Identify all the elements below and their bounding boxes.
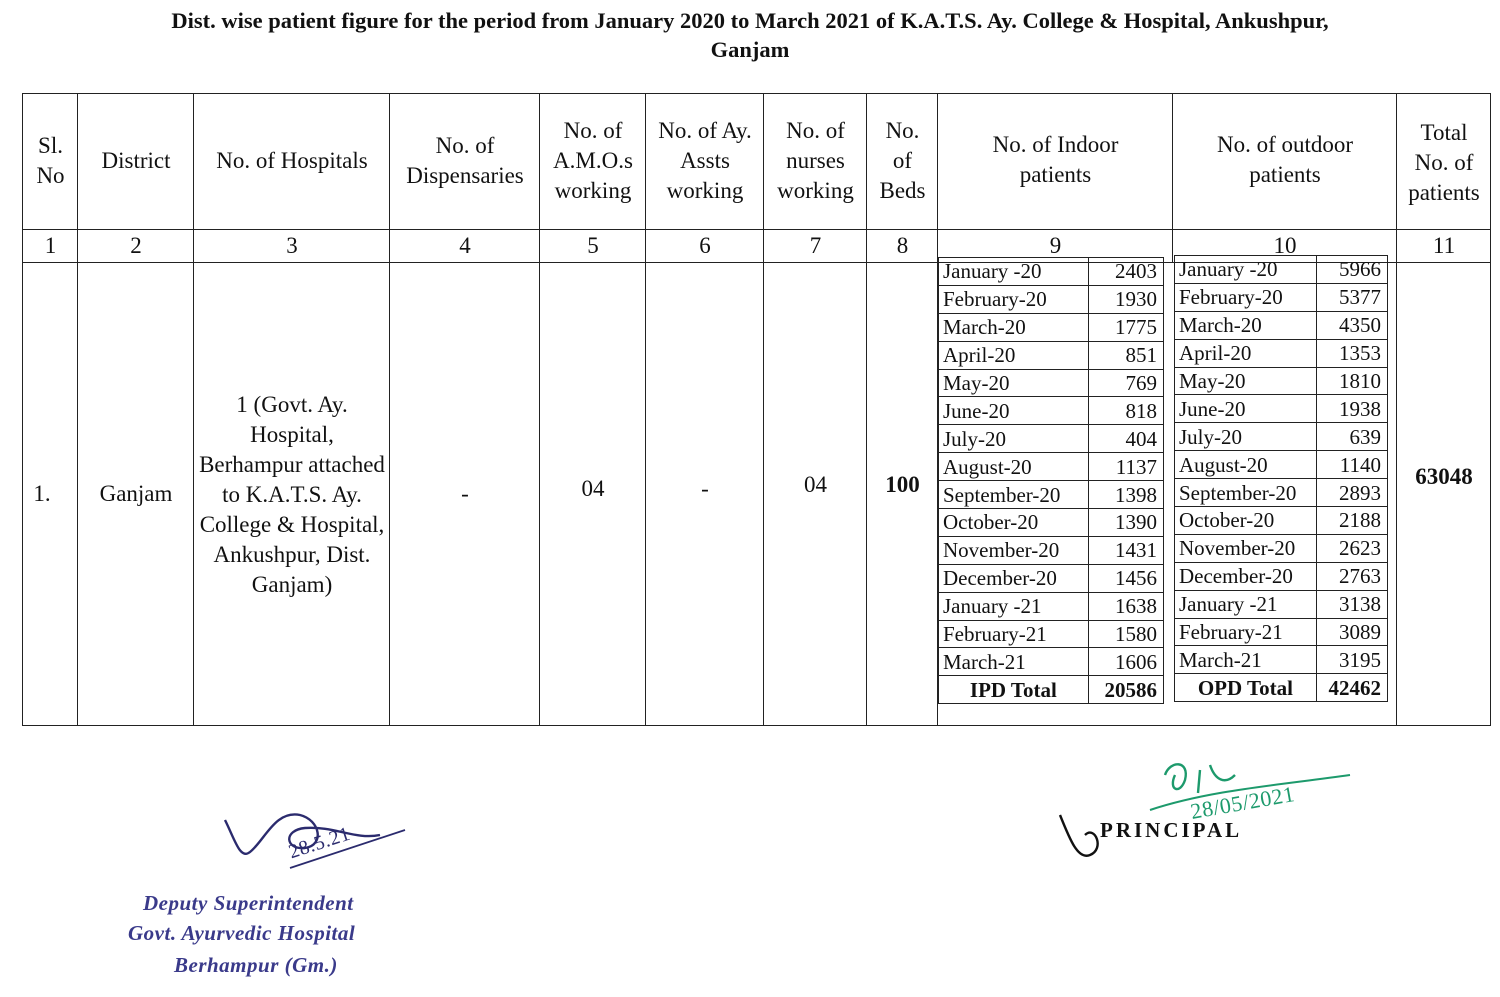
table-row	[939, 313, 1164, 341]
table-row	[939, 620, 1164, 648]
header-indoor: No. of Indoor patients	[992, 131, 1119, 187]
table-row	[1175, 562, 1388, 590]
patient-count: 1930	[1088, 285, 1163, 313]
month-label: June-20	[939, 397, 1089, 425]
patient-count: 2188	[1316, 507, 1387, 535]
cell-beds: 100	[885, 472, 920, 497]
table-row	[939, 425, 1164, 453]
month-label: January -20	[939, 258, 1089, 286]
col-divider	[645, 93, 646, 726]
header-beds: No. of Beds	[879, 118, 926, 203]
col-divider	[193, 93, 194, 726]
col-divider	[389, 93, 390, 726]
header-outdoor: No. of outdoor patients	[1216, 131, 1354, 187]
title-line-2: Ganjam	[710, 37, 790, 62]
col-divider	[763, 93, 764, 726]
month-label: May-20	[1175, 367, 1317, 395]
month-label: October-20	[939, 509, 1089, 537]
cell-ay-assts: -	[701, 475, 709, 501]
title-line-1: Dist. wise patient figure for the period from January 2020 to March 2021 of K.A.T.S. Ay. College & Hospital, Ankushpur,	[171, 8, 1329, 33]
total-label: IPD Total	[939, 676, 1089, 704]
column-number: 3	[286, 232, 298, 258]
principal-label: PRINCIPAL	[1100, 818, 1243, 842]
patient-count: 5966	[1316, 256, 1387, 284]
table-row	[939, 341, 1164, 369]
column-number: 6	[699, 232, 711, 258]
table-row	[1175, 590, 1388, 618]
cell-dispensaries: -	[461, 480, 469, 506]
cell-hospitals: 1 (Govt. Ay. Hospital, Berhampur attached to K.A.T.S. Ay. College & Hospital, Ankushpur, Dist. Ganjam)	[199, 392, 385, 597]
month-label: July-20	[1175, 423, 1317, 451]
table-row	[939, 453, 1164, 481]
deputy-designation-line-1: Deputy Superintendent	[143, 891, 354, 915]
month-label: February-20	[1175, 283, 1317, 311]
table-row	[939, 564, 1164, 592]
patient-count: 1140	[1316, 451, 1387, 479]
table-row	[1175, 534, 1388, 562]
column-number: 11	[1432, 232, 1456, 258]
month-label: April-20	[1175, 339, 1317, 367]
column-number: 7	[809, 232, 822, 258]
header-sl-no: Sl. No	[36, 133, 65, 188]
table-row	[1175, 423, 1388, 451]
month-label: February-21	[939, 620, 1089, 648]
patient-count: 769	[1088, 369, 1163, 397]
month-label: November-20	[1175, 534, 1317, 562]
month-label: January -21	[1175, 590, 1317, 618]
column-number: 5	[587, 232, 599, 258]
total-row	[939, 676, 1164, 704]
total-label: OPD Total	[1175, 674, 1317, 702]
column-number: 2	[130, 232, 142, 258]
total-value: 42462	[1316, 674, 1387, 702]
month-label: April-20	[939, 341, 1089, 369]
patient-count: 1580	[1088, 620, 1163, 648]
column-number: 1	[44, 232, 57, 258]
month-label: January -20	[1175, 256, 1317, 284]
total-row	[1175, 674, 1388, 702]
table-border-bottom	[22, 725, 1491, 726]
col-divider	[77, 93, 78, 726]
patient-count: 1938	[1316, 395, 1387, 423]
table-row	[1175, 479, 1388, 507]
table-row	[939, 397, 1164, 425]
header-district: District	[101, 148, 171, 173]
table-row	[1175, 256, 1388, 284]
table-row	[939, 509, 1164, 537]
deputy-designation-line-2: Govt. Ayurvedic Hospital	[128, 921, 356, 945]
patient-count: 639	[1316, 423, 1387, 451]
patient-count: 818	[1088, 397, 1163, 425]
patient-count: 1810	[1316, 367, 1387, 395]
table-row	[939, 592, 1164, 620]
month-label: August-20	[1175, 451, 1317, 479]
table-row	[1175, 451, 1388, 479]
month-label: July-20	[939, 425, 1089, 453]
deputy-designation-line-3: Berhampur (Gm.)	[174, 953, 338, 977]
cell-district: Ganjam	[99, 480, 173, 506]
patient-count: 1431	[1088, 536, 1163, 564]
column-number: 4	[459, 232, 471, 258]
month-label: September-20	[1175, 479, 1317, 507]
table-border-left	[22, 93, 23, 726]
cell-amos: 04	[581, 475, 605, 501]
table-row	[1175, 618, 1388, 646]
header-nurses: No. of nurses working	[777, 118, 854, 203]
patient-count: 1606	[1088, 648, 1163, 676]
month-label: November-20	[939, 536, 1089, 564]
principal-signature-date: 28/05/2021	[1188, 781, 1297, 824]
month-label: December-20	[939, 564, 1089, 592]
table-row	[939, 258, 1164, 286]
outdoor-monthly-table	[1174, 255, 1388, 702]
indoor-monthly-table	[938, 257, 1164, 704]
patient-count: 5377	[1316, 283, 1387, 311]
document-title	[0, 6, 1500, 64]
patient-count: 404	[1088, 425, 1163, 453]
patient-count: 3195	[1316, 646, 1387, 674]
patient-count: 2623	[1316, 534, 1387, 562]
month-label: March-20	[1175, 311, 1317, 339]
patient-count: 1456	[1088, 564, 1163, 592]
month-label: February-21	[1175, 618, 1317, 646]
month-label: October-20	[1175, 507, 1317, 535]
total-value: 20586	[1088, 676, 1163, 704]
month-label: August-20	[939, 453, 1089, 481]
cell-total: 63048	[1415, 464, 1473, 489]
header-total: Total No. of patients	[1408, 120, 1480, 205]
table-row	[1175, 646, 1388, 674]
cell-nurses: 04	[804, 472, 827, 497]
month-label: June-20	[1175, 395, 1317, 423]
table-row	[1175, 311, 1388, 339]
month-label: March-21	[1175, 646, 1317, 674]
patient-count: 1353	[1316, 339, 1387, 367]
table-row	[939, 536, 1164, 564]
col-divider	[1172, 93, 1173, 263]
patient-count: 2403	[1088, 258, 1163, 286]
patient-count: 2893	[1316, 479, 1387, 507]
month-label: January -21	[939, 592, 1089, 620]
month-label: May-20	[939, 369, 1089, 397]
table-row	[939, 369, 1164, 397]
column-number: 8	[896, 232, 909, 258]
table-row	[939, 648, 1164, 676]
col-divider	[539, 93, 540, 726]
month-label: December-20	[1175, 562, 1317, 590]
patient-count: 1775	[1088, 313, 1163, 341]
month-label: September-20	[939, 481, 1089, 509]
patient-count: 3089	[1316, 618, 1387, 646]
table-row	[1175, 367, 1388, 395]
patient-count: 851	[1088, 341, 1163, 369]
patient-count: 1638	[1088, 592, 1163, 620]
month-label: March-20	[939, 313, 1089, 341]
deputy-signature-date: 28.5.21	[286, 822, 354, 864]
cell-sl-no: 1.	[33, 480, 51, 506]
header-dispensaries: No. of Dispensaries	[406, 133, 524, 188]
patient-count: 2763	[1316, 562, 1387, 590]
table-row	[939, 481, 1164, 509]
table-row	[1175, 395, 1388, 423]
table-row	[1175, 283, 1388, 311]
month-label: March-21	[939, 648, 1089, 676]
col-divider	[1396, 93, 1397, 726]
header-hospitals: No. of Hospitals	[216, 148, 368, 173]
table-row	[1175, 339, 1388, 367]
patient-count: 1398	[1088, 481, 1163, 509]
header-amos: No. of A.M.O.s working	[553, 118, 633, 203]
month-label: February-20	[939, 285, 1089, 313]
patient-count: 1137	[1088, 453, 1163, 481]
patient-count: 1390	[1088, 509, 1163, 537]
patient-count: 4350	[1316, 311, 1387, 339]
col-divider	[866, 93, 867, 726]
table-row	[1175, 507, 1388, 535]
header-ay-assts: No. of Ay. Assts working	[658, 118, 752, 203]
patient-count: 3138	[1316, 590, 1387, 618]
table-border-right	[1490, 93, 1491, 726]
column-number: 10	[1273, 232, 1297, 258]
table-row	[939, 285, 1164, 313]
column-number: 9	[1049, 232, 1062, 258]
